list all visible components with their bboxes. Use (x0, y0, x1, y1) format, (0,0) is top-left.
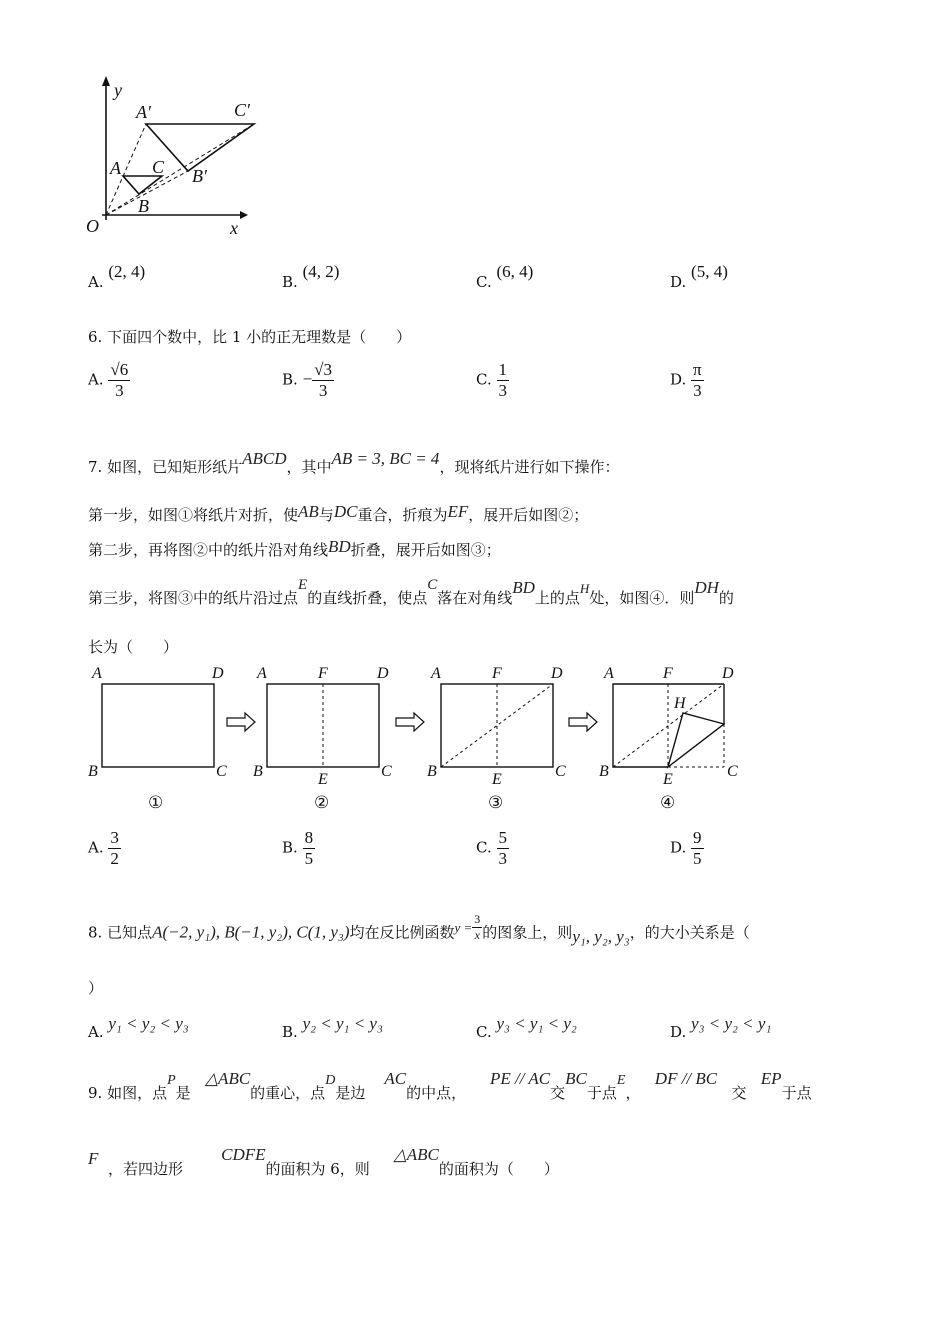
fig4-label-d: D (722, 665, 734, 682)
fig2-label-a: A (257, 665, 267, 682)
fig3-label-c: C (555, 763, 566, 780)
q6-option-d[interactable]: D. $\frac{\pi}{3}$ (670, 360, 702, 400)
q9-stem-line2: F ，若四边形 CDFE的面积为 6，则 △ABC的面积为（ ） (88, 1145, 559, 1178)
fig4-label-h: H (674, 695, 686, 712)
origin-label: O (86, 216, 99, 236)
arrow-2 (396, 713, 424, 731)
q6-option-a[interactable]: A. $\frac{√6}{3}$ (88, 360, 129, 400)
label-c: C (152, 157, 165, 177)
fig4-label-c: C (727, 763, 738, 780)
q8-option-a[interactable]: A. y₁ < y₂ < y₃ (88, 1014, 189, 1041)
q8-stem-end: ） (88, 979, 104, 997)
fig4-label-a: A (604, 665, 614, 682)
q9-stem-line1: 9. 如图，点P是 △ABC的重心，点D是边 AC的中点， PE // AC交BC于点E， DF // BC 交 EP于点 (88, 1069, 812, 1102)
fig2-label-e: E (318, 771, 328, 788)
q7-step4: 长为（ ） (88, 638, 179, 656)
fig2-label-f: F (318, 665, 328, 682)
fig1-label-a: A (92, 665, 102, 682)
caption-4: ④ (660, 793, 676, 812)
y-axis-label: y (114, 80, 122, 100)
label-b: B (138, 196, 149, 216)
triangle-abc (123, 176, 162, 194)
q8-option-c[interactable]: C. y₃ < y₁ < y₂ (476, 1014, 577, 1041)
fig1-label-d: D (212, 665, 224, 682)
q7-option-a[interactable]: A. $\frac{3}{2}$ (88, 828, 119, 868)
caption-3: ③ (488, 793, 504, 812)
q8-stem: 8. 已知点A(−2, y₁), B(−1, y₂), C(1, y₃)均在反比例函数y = $\frac{3}{x}$ 的图象上，则y₁, y₂, y₃，的大小关系是（ (88, 912, 750, 946)
folded-triangle (668, 713, 724, 767)
q7-step3: 第三步，将图③中的纸片沿过点E的直线折叠，使点C落在对角线BD上的点H处，如图④．则DH的 (88, 577, 734, 607)
q7-option-c[interactable]: C. $\frac{5}{3}$ (476, 828, 507, 868)
fig3-label-d: D (551, 665, 563, 682)
arrow-3 (569, 713, 597, 731)
fig2-label-c: C (381, 763, 392, 780)
fig3-label-f: F (492, 665, 502, 682)
label-c1: C′ (234, 100, 250, 120)
rect-fig1 (102, 684, 214, 767)
fig1-label-c: C (216, 763, 227, 780)
q7-option-d[interactable]: D. $\frac{9}{5}$ (670, 828, 702, 868)
coordinate-figure (80, 70, 270, 240)
fig3-label-e: E (492, 771, 502, 788)
fig2-label-b: B (253, 763, 263, 780)
label-a1: A′ (136, 102, 151, 122)
q5-option-d[interactable]: D. (5, 4) (670, 262, 728, 291)
label-a: A (110, 158, 121, 178)
q5-option-b[interactable]: B. (4, 2) (282, 262, 340, 291)
fig4-label-f: F (663, 665, 673, 682)
fig3-label-a: A (431, 665, 441, 682)
q6-option-c[interactable]: C. $\frac{1}{3}$ (476, 360, 507, 400)
q8-option-b[interactable]: B. y₂ < y₁ < y₃ (282, 1014, 383, 1041)
q7-stem: 7. 如图，已知矩形纸片ABCD，其中AB = 3, BC = 4，现将纸片进行如下操作： (88, 449, 620, 476)
fig3-label-b: B (427, 763, 437, 780)
fig2-label-d: D (377, 665, 389, 682)
q7-step1: 第一步，如图①将纸片对折，使AB与DC重合，折痕为EF，展开后如图②； (88, 502, 589, 524)
caption-1: ① (148, 793, 164, 812)
q7-step2: 第二步，再将图②中的纸片沿对角线BD折叠，展开后如图③； (88, 537, 501, 559)
q5-option-c[interactable]: C. (6, 4) (476, 262, 534, 291)
q6-stem: 6. 下面四个数中，比 1 小的正无理数是（ ） (88, 328, 412, 346)
fig4-label-b: B (599, 763, 609, 780)
label-b1: B′ (192, 166, 207, 186)
q5-option-a[interactable]: A. (2, 4) (88, 262, 146, 291)
folding-figures (84, 662, 754, 814)
q6-option-b[interactable]: B. − $\frac{√3}{3}$ (282, 360, 333, 400)
q8-option-d[interactable]: D. y₃ < y₂ < y₁ (670, 1014, 772, 1041)
fig1-label-b: B (88, 763, 98, 780)
arrow-1 (227, 713, 255, 731)
q7-option-b[interactable]: B. $\frac{8}{5}$ (282, 828, 314, 868)
fig4-label-e: E (663, 771, 673, 788)
caption-2: ② (314, 793, 330, 812)
x-axis-label: x (230, 218, 238, 238)
